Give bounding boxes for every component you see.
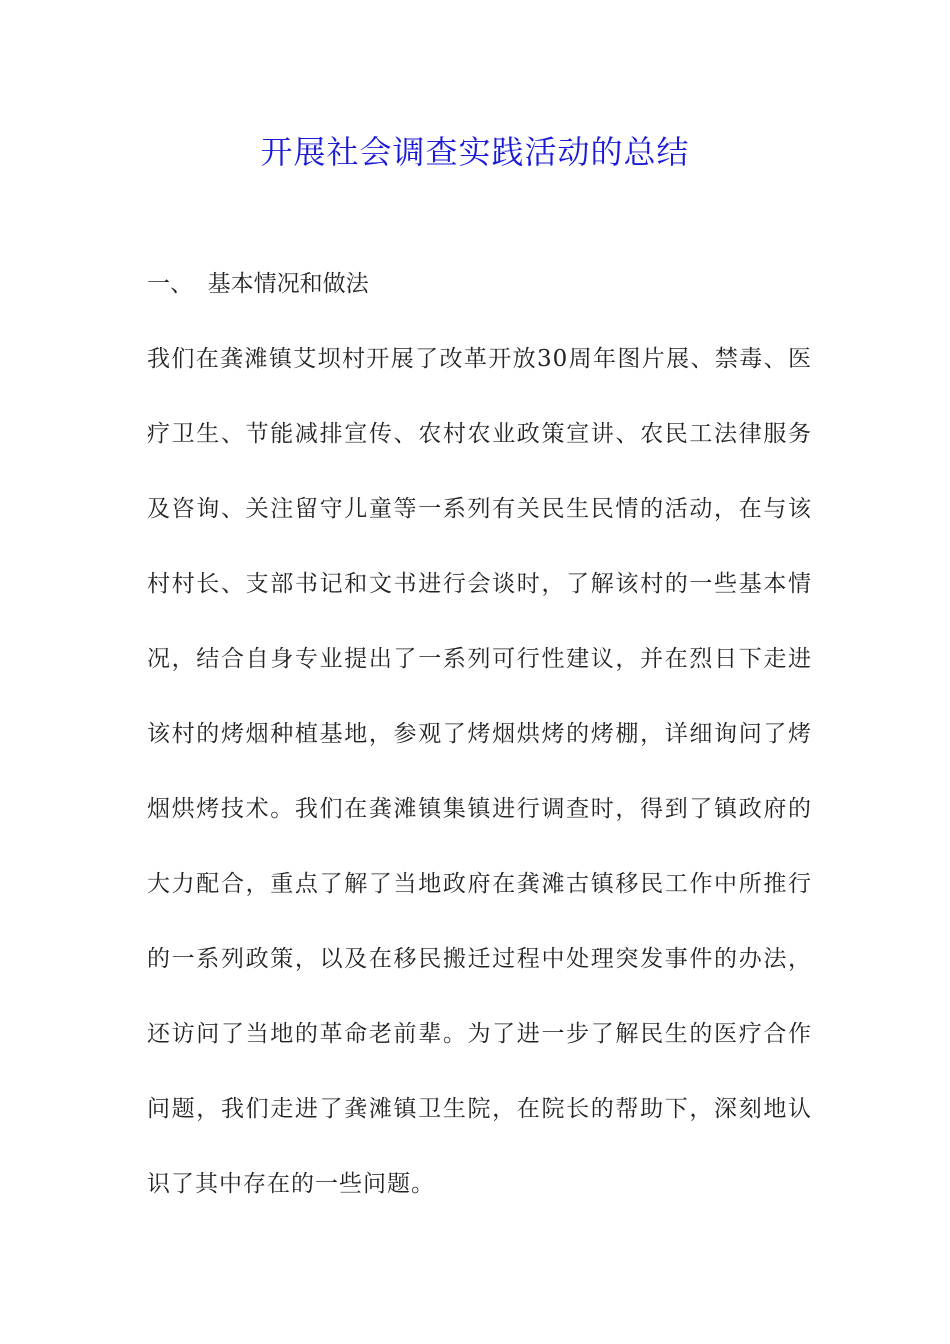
paragraph-line: 村村长、支部书记和文书进行会谈时，了解该村的一些基本情 — [147, 571, 812, 597]
paragraph-line: 大力配合，重点了解了当地政府在龚滩古镇移民工作中所推行 — [147, 871, 812, 897]
paragraph-line: 烟烘烤技术。我们在龚滩镇集镇进行调查时，得到了镇政府的 — [147, 796, 812, 822]
body-paragraph — [147, 340, 812, 1240]
paragraph-line: 识了其中存在的一些问题。 — [147, 1171, 435, 1197]
paragraph-line: 况，结合自身专业提出了一系列可行性建议，并在烈日下走进 — [147, 646, 812, 672]
paragraph-line: 问题，我们走进了龚滩镇卫生院，在院长的帮助下，深刻地认 — [147, 1096, 812, 1122]
section-heading: 一、 基本情况和做法 — [147, 271, 369, 297]
paragraph-line: 该村的烤烟种植基地，参观了烤烟烘烤的烤棚，详细询问了烤 — [147, 721, 812, 747]
paragraph-line: 疗卫生、节能减排宣传、农村农业政策宣讲、农民工法律服务 — [147, 421, 812, 447]
document-title: 开展社会调查实践活动的总结 — [260, 133, 690, 171]
paragraph-line: 及咨询、关注留守儿童等一系列有关民生民情的活动，在与该 — [147, 496, 812, 522]
paragraph-line: 的一系列政策，以及在移民搬迁过程中处理突发事件的办法， — [147, 946, 812, 972]
paragraph-line: 还访问了当地的革命老前辈。为了进一步了解民生的医疗合作 — [147, 1021, 812, 1047]
paragraph-line: 我们在龚滩镇艾坝村开展了改革开放30周年图片展、禁毒、医 — [147, 346, 812, 372]
